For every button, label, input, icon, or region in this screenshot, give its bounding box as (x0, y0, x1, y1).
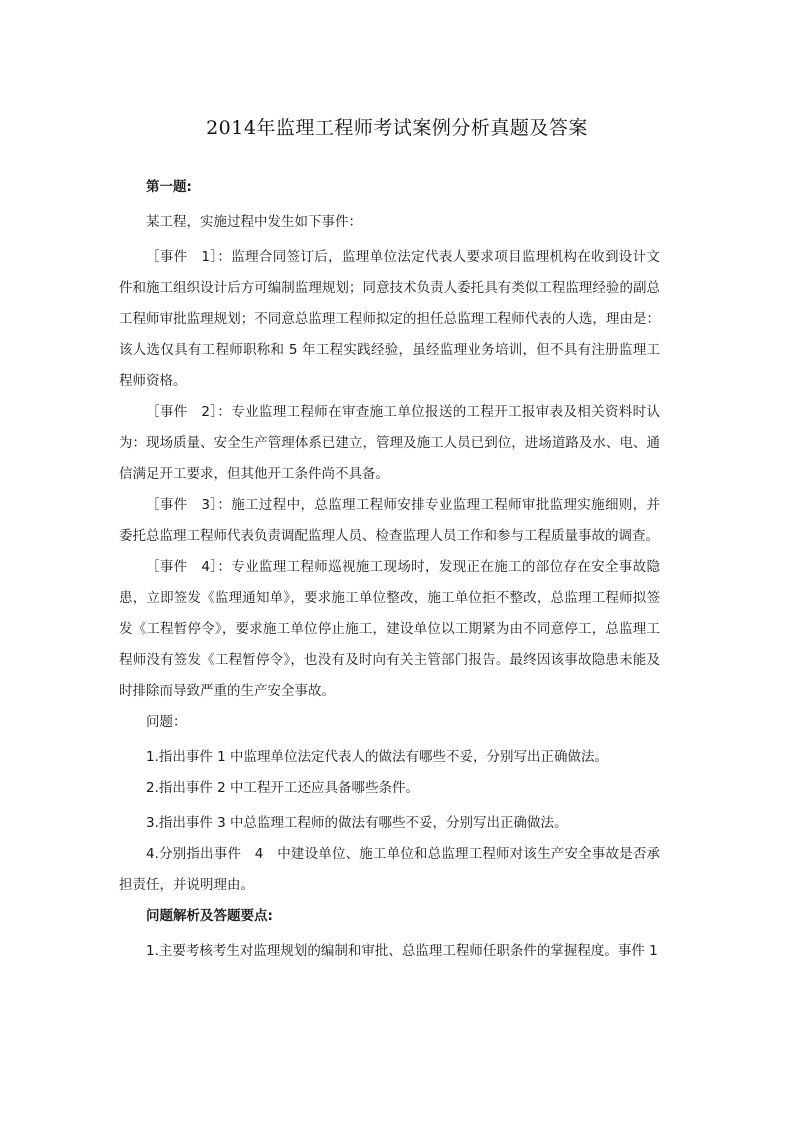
analysis-heading: 问题解析及答题要点: (146, 908, 273, 924)
event-2-paragraph: ［事件 2］：专业监理工程师在审查施工单位报送的工程开工报审表及相关资料时认为：现场质量、安全生产管理体系已建立，管理及施工人员已到位，进场道路及水、电、通信满足开工要求，但其他开工条件尚不具备。 (119, 404, 660, 482)
analysis-paragraph-1: 1.主要考核考生对监理规划的编制和审批、总监理工程师任职条件的掌握程度。事件 1 (146, 943, 658, 959)
intro-paragraph: 某工程，实施过程中发生如下事件： (146, 214, 362, 230)
section-heading-first-question: 第一题: (146, 179, 192, 195)
question-4: 4.分别指出事件 4 中建设单位、施工单位和总监理工程师对该生产安全事故是否承担责任，并说明理由。 (119, 846, 660, 893)
question-2: 2.指出事件 2 中工程开工还应具备哪些条件。 (146, 780, 420, 796)
event-3-paragraph: ［事件 3］：施工过程中，总监理工程师安排专业监理工程师审批监理实施细则，并委托总监理工程师代表负责调配监理人员、检查监理人员工作和参与工程质量事故的调查。 (119, 497, 660, 544)
document-title: 2014年监理工程师考试案例分析真题及答案 (206, 117, 588, 139)
question-3: 3.指出事件 3 中总监理工程师的做法有哪些不妥，分别写出正确做法。 (146, 815, 568, 831)
event-4-paragraph: ［事件 4］：专业监理工程师巡视施工现场时，发现正在施工的部位存在安全事故隐患，立即签发《监理通知单》，要求施工单位整改，施工单位拒不整改，总监理工程师拟签发《工程暂停令》，要求施工单位停止施工，建设单位以工期紧为由不同意停工，总监理工程师没有签发《工程暂停令》，也没有及时向有关主管部门报告。最终因该事故隐患未能及时排除而导致严重的生产安全事故。 (119, 559, 660, 699)
document-body (119, 172, 660, 967)
event-1-paragraph: ［事件 1］：监理合同签订后，监理单位法定代表人要求项目监理机构在收到设计文件和施工组织设计后方可编制监理规划；同意技术负责人委托具有类似工程监理经验的副总工程师审批监理规划；不同意总监理工程师拟定的担任总监理工程师代表的人选，理由是：该人选仅具有工程师职称和 5 年工程实践经验，虽经监理业务培训，但不具有注册监理工程师资格。 (119, 249, 660, 389)
question-1: 1.指出事件 1 中监理单位法定代表人的做法有哪些不妥，分别写出正确做法。 (146, 749, 609, 765)
questions-label: 问题： (146, 714, 187, 730)
